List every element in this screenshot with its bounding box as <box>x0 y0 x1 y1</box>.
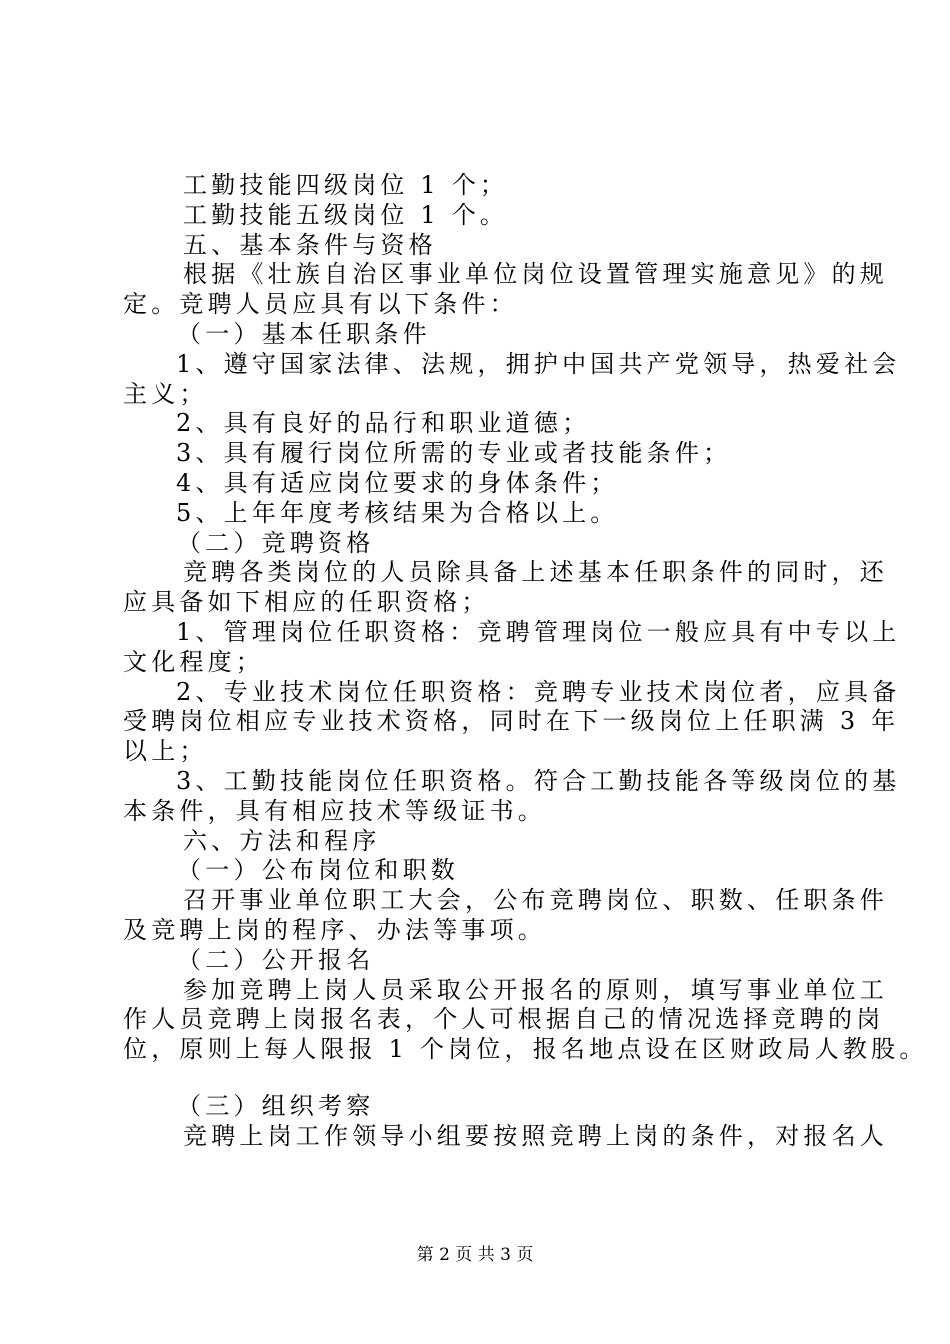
list-item-line: 2、专业技术岗位任职资格：竞聘专业技术岗位者，应具备 <box>176 677 901 706</box>
subsection-heading: （二）公开报名 <box>177 945 375 974</box>
list-item-line: 3、工勤技能岗位任职资格。符合工勤技能各等级岗位的基 <box>176 766 901 795</box>
paragraph-line: 及竞聘上岗的程序、办法等事项。 <box>123 915 546 944</box>
section-heading: 六、方法和程序 <box>183 826 381 855</box>
text-line: 工勤技能五级岗位 1 个。 <box>183 200 509 229</box>
section-heading: 五、基本条件与资格 <box>183 230 437 259</box>
list-item-line: 受聘岗位相应专业技术资格，同时在下一级岗位上任职满 3 年 <box>123 707 900 736</box>
paragraph-line: 召开事业单位职工大会，公布竞聘岗位、职数、任职条件 <box>183 886 888 915</box>
paragraph-line: 应具备如下相应的任职资格； <box>123 588 490 617</box>
paragraph-line: 根据《壮族自治区事业单位岗位设置管理实施意见》的规 <box>183 260 888 289</box>
list-item-line: 文化程度； <box>123 647 264 676</box>
list-item-line: 本条件，具有相应技术等级证书。 <box>123 796 546 825</box>
subsection-heading: （一）公布岗位和职数 <box>177 856 459 885</box>
paragraph-line: 作人员竞聘上岗报名表，个人可根据自己的情况选择竞聘的岗 <box>123 1005 885 1034</box>
document-body <box>123 171 928 1152</box>
subsection-heading: （三）组织考察 <box>177 1091 375 1120</box>
text-line: 工勤技能四级岗位 1 个； <box>183 171 509 199</box>
list-item-line: 以上； <box>123 737 208 766</box>
subsection-heading: （一）基本任职条件 <box>177 319 431 348</box>
paragraph-line: 位，原则上每人限报 1 个岗位，报名地点设在区财政局人教股。 <box>123 1035 928 1064</box>
list-item-line: 5、上年年度考核结果为合格以上。 <box>176 498 619 527</box>
paragraph-line: 竞聘上岗工作领导小组要按照竞聘上岗的条件，对报名人 <box>183 1121 888 1150</box>
list-item-line: 3、具有履行岗位所需的专业或者技能条件； <box>176 439 732 468</box>
subsection-heading: （二）竞聘资格 <box>177 528 375 557</box>
list-item-line: 主义； <box>123 379 208 408</box>
paragraph-line: 定。竞聘人员应具有以下条件： <box>123 290 518 319</box>
page-number-footer: 第 2 页 共 3 页 <box>416 1245 534 1265</box>
list-item-line: 1、遵守国家法律、法规，拥护中国共产党领导，热爱社会 <box>176 349 901 378</box>
paragraph-line: 竞聘各类岗位的人员除具备上述基本任职条件的同时，还 <box>183 558 888 587</box>
list-item-line: 1、管理岗位任职资格：竞聘管理岗位一般应具有中专以上 <box>176 617 901 646</box>
list-item-line: 2、具有良好的品行和职业道德； <box>176 409 591 438</box>
list-item-line: 4、具有适应岗位要求的身体条件； <box>176 468 619 497</box>
paragraph-line: 参加竞聘上岗人员采取公开报名的原则，填写事业单位工 <box>183 975 888 1004</box>
